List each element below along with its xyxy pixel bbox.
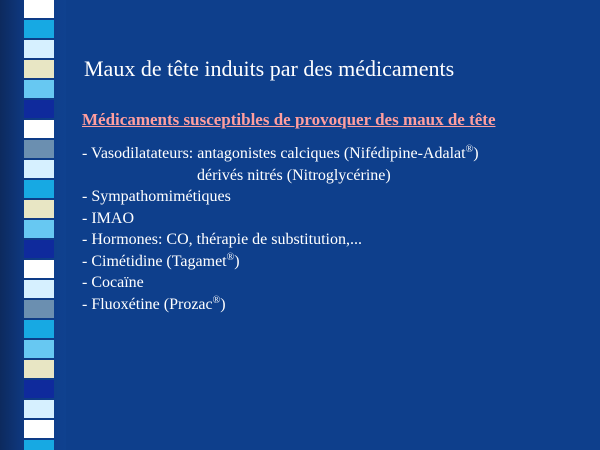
stripe-segment: [24, 320, 54, 338]
fluoxetine-text: - Fluoxétine (Prozac: [82, 295, 213, 313]
stripe-segment: [24, 0, 54, 18]
stripe-segment: [24, 200, 54, 218]
list-item-fluoxetine: [82, 294, 582, 316]
stripe-segment: [24, 260, 54, 278]
vasodilatateurs-close: ): [473, 145, 479, 162]
slide-title: Maux de tête induits par des médicaments: [84, 56, 455, 81]
slide-subtitle: Médicaments susceptibles de provoquer des maux de tête: [82, 110, 496, 129]
stripe-segment: [24, 20, 54, 38]
stripe-segment: [24, 220, 54, 238]
list-item-vasodilatateurs-continuation: dérivés nitrés (Nitroglycérine): [197, 166, 391, 184]
stripe-segment: [24, 380, 54, 398]
list-item-sympathomimetiques: - Sympathomimétiques: [82, 188, 231, 205]
list-item-vasodilatateurs: [82, 143, 582, 165]
list-item-cocaine: - Cocaïne: [82, 274, 144, 291]
fluoxetine-close: ): [220, 295, 226, 313]
stripe-segment: [24, 280, 54, 298]
stripe-segment: [24, 180, 54, 198]
stripe-segment: [24, 140, 54, 158]
stripe-segment: [24, 40, 54, 58]
registered-mark: ®: [465, 144, 474, 155]
registered-mark: ®: [212, 294, 221, 306]
stripe-segment: [24, 120, 54, 138]
stripe-segment: [24, 420, 54, 438]
cimetidine-close: ): [234, 252, 240, 270]
list-item-cimetidine: [82, 251, 582, 273]
stripe-segment: [24, 240, 54, 258]
stripe-segment: [24, 400, 54, 418]
stripe-pattern: [24, 0, 54, 450]
list-item-hormones: - Hormones: CO, thérapie de substitution,...: [82, 231, 362, 248]
left-decorative-strip: [0, 0, 66, 450]
stripe-segment: [24, 300, 54, 318]
stripe-segment: [24, 340, 54, 358]
medication-list: [82, 143, 582, 315]
stripe-segment: [24, 360, 54, 378]
stripe-segment: [24, 80, 54, 98]
stripe-segment: [24, 440, 54, 450]
vasodilatateurs-text: - Vasodilatateurs: antagonistes calciques (Nifédipine-Adalat: [82, 145, 466, 162]
list-item-imao: - IMAO: [82, 209, 134, 227]
stripe-segment: [24, 60, 54, 78]
registered-mark: ®: [226, 251, 235, 263]
cimetidine-text: - Cimétidine (Tagamet: [82, 252, 227, 270]
stripe-segment: [24, 100, 54, 118]
stripe-segment: [24, 160, 54, 178]
